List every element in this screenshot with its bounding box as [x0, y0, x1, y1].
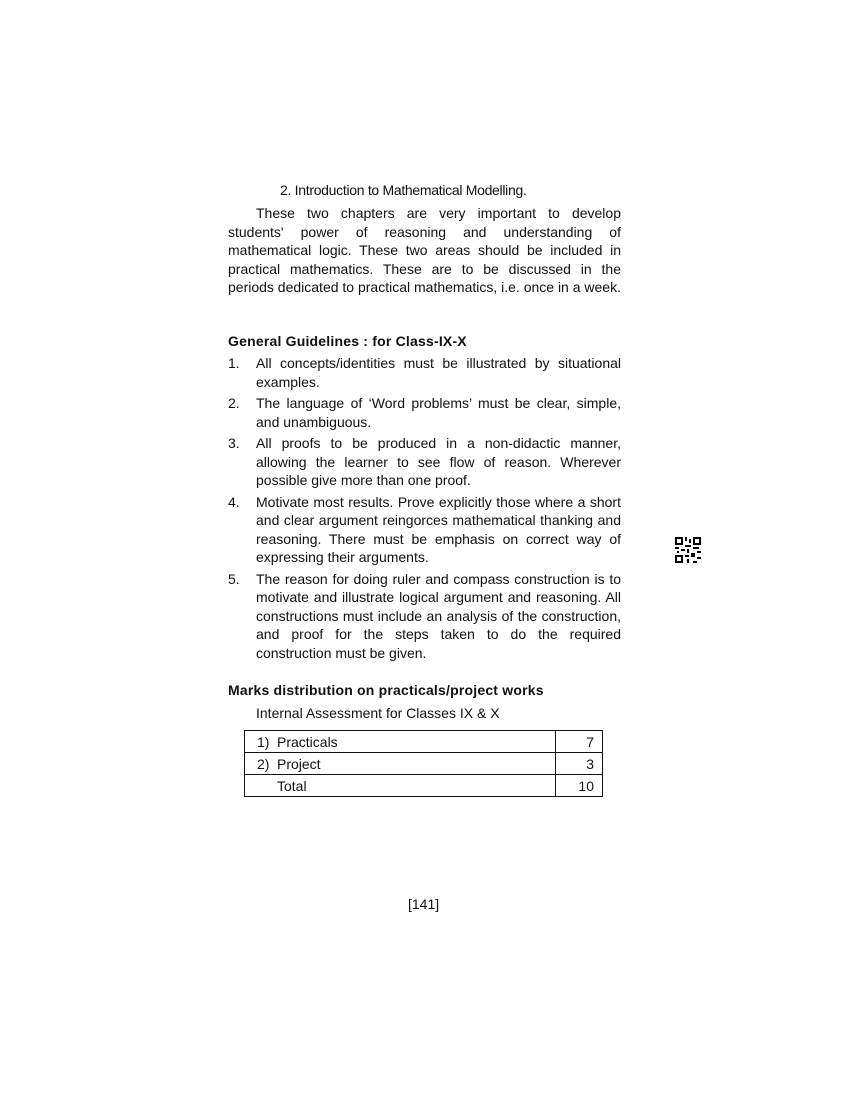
item-text: Motivate most results. Prove explicitly those where a short and clear argument reingorces mathematical thanking and reasoning. There must be emphasis on correct way of expressing their arguments. — [256, 493, 621, 565]
item-number: 5. — [228, 570, 240, 587]
item-text: The language of ‘Word problems’ must be clear, simple, and unambiguous. — [256, 395, 621, 430]
qr-code-icon — [675, 537, 701, 563]
intro-paragraph: These two chapters are very important to develop students' power of reasoning and understanding of mathematical logic. These two areas should be included in practical mathematics. These are to be discussed in the periods dedicated to practical mathematics, i.e. once in a week. — [228, 205, 621, 295]
row-number: 2) — [257, 755, 270, 772]
row-label: Project — [277, 755, 321, 772]
guidelines-heading: General Guidelines : for Class-IX-X — [228, 333, 467, 349]
list-item — [228, 394, 621, 431]
item-text: The reason for doing ruler and compass construction is to motivate and illustrate logical argument and reasoning. All constructions must include an analysis of the construction, and proof for the steps taken to do the required construction must be given. — [256, 570, 621, 661]
list-item — [228, 434, 621, 490]
item-number: 2. — [228, 395, 240, 411]
row-label: Practicals — [277, 733, 338, 750]
intro-line: 2. Introduction to Mathematical Modelling. — [280, 182, 527, 198]
item-text: All proofs to be produced in a non-didactic manner, allowing the learner to see flow of reason. Wherever possible give more than one proof. — [256, 435, 621, 488]
row-value: 3 — [556, 753, 603, 775]
guidelines-list — [228, 354, 621, 665]
marks-heading: Marks distribution on practicals/project works — [228, 682, 544, 698]
list-item — [228, 354, 621, 391]
item-number: 1. — [228, 355, 240, 371]
row-label: Total — [277, 777, 307, 794]
row-value: 10 — [556, 775, 603, 797]
table-row — [245, 775, 603, 797]
item-text: All concepts/identities must be illustrated by situational examples. — [256, 355, 621, 390]
item-number: 4. — [228, 493, 240, 510]
table-row — [245, 753, 603, 775]
row-value: 7 — [556, 731, 603, 753]
marks-table — [244, 730, 603, 797]
table-row — [245, 731, 603, 753]
marks-subtitle: Internal Assessment for Classes IX & X — [256, 705, 500, 721]
list-item — [228, 493, 621, 567]
row-number: 1) — [257, 733, 270, 750]
item-number: 3. — [228, 435, 240, 451]
page-number: [141] — [408, 896, 440, 912]
list-item — [228, 570, 621, 663]
